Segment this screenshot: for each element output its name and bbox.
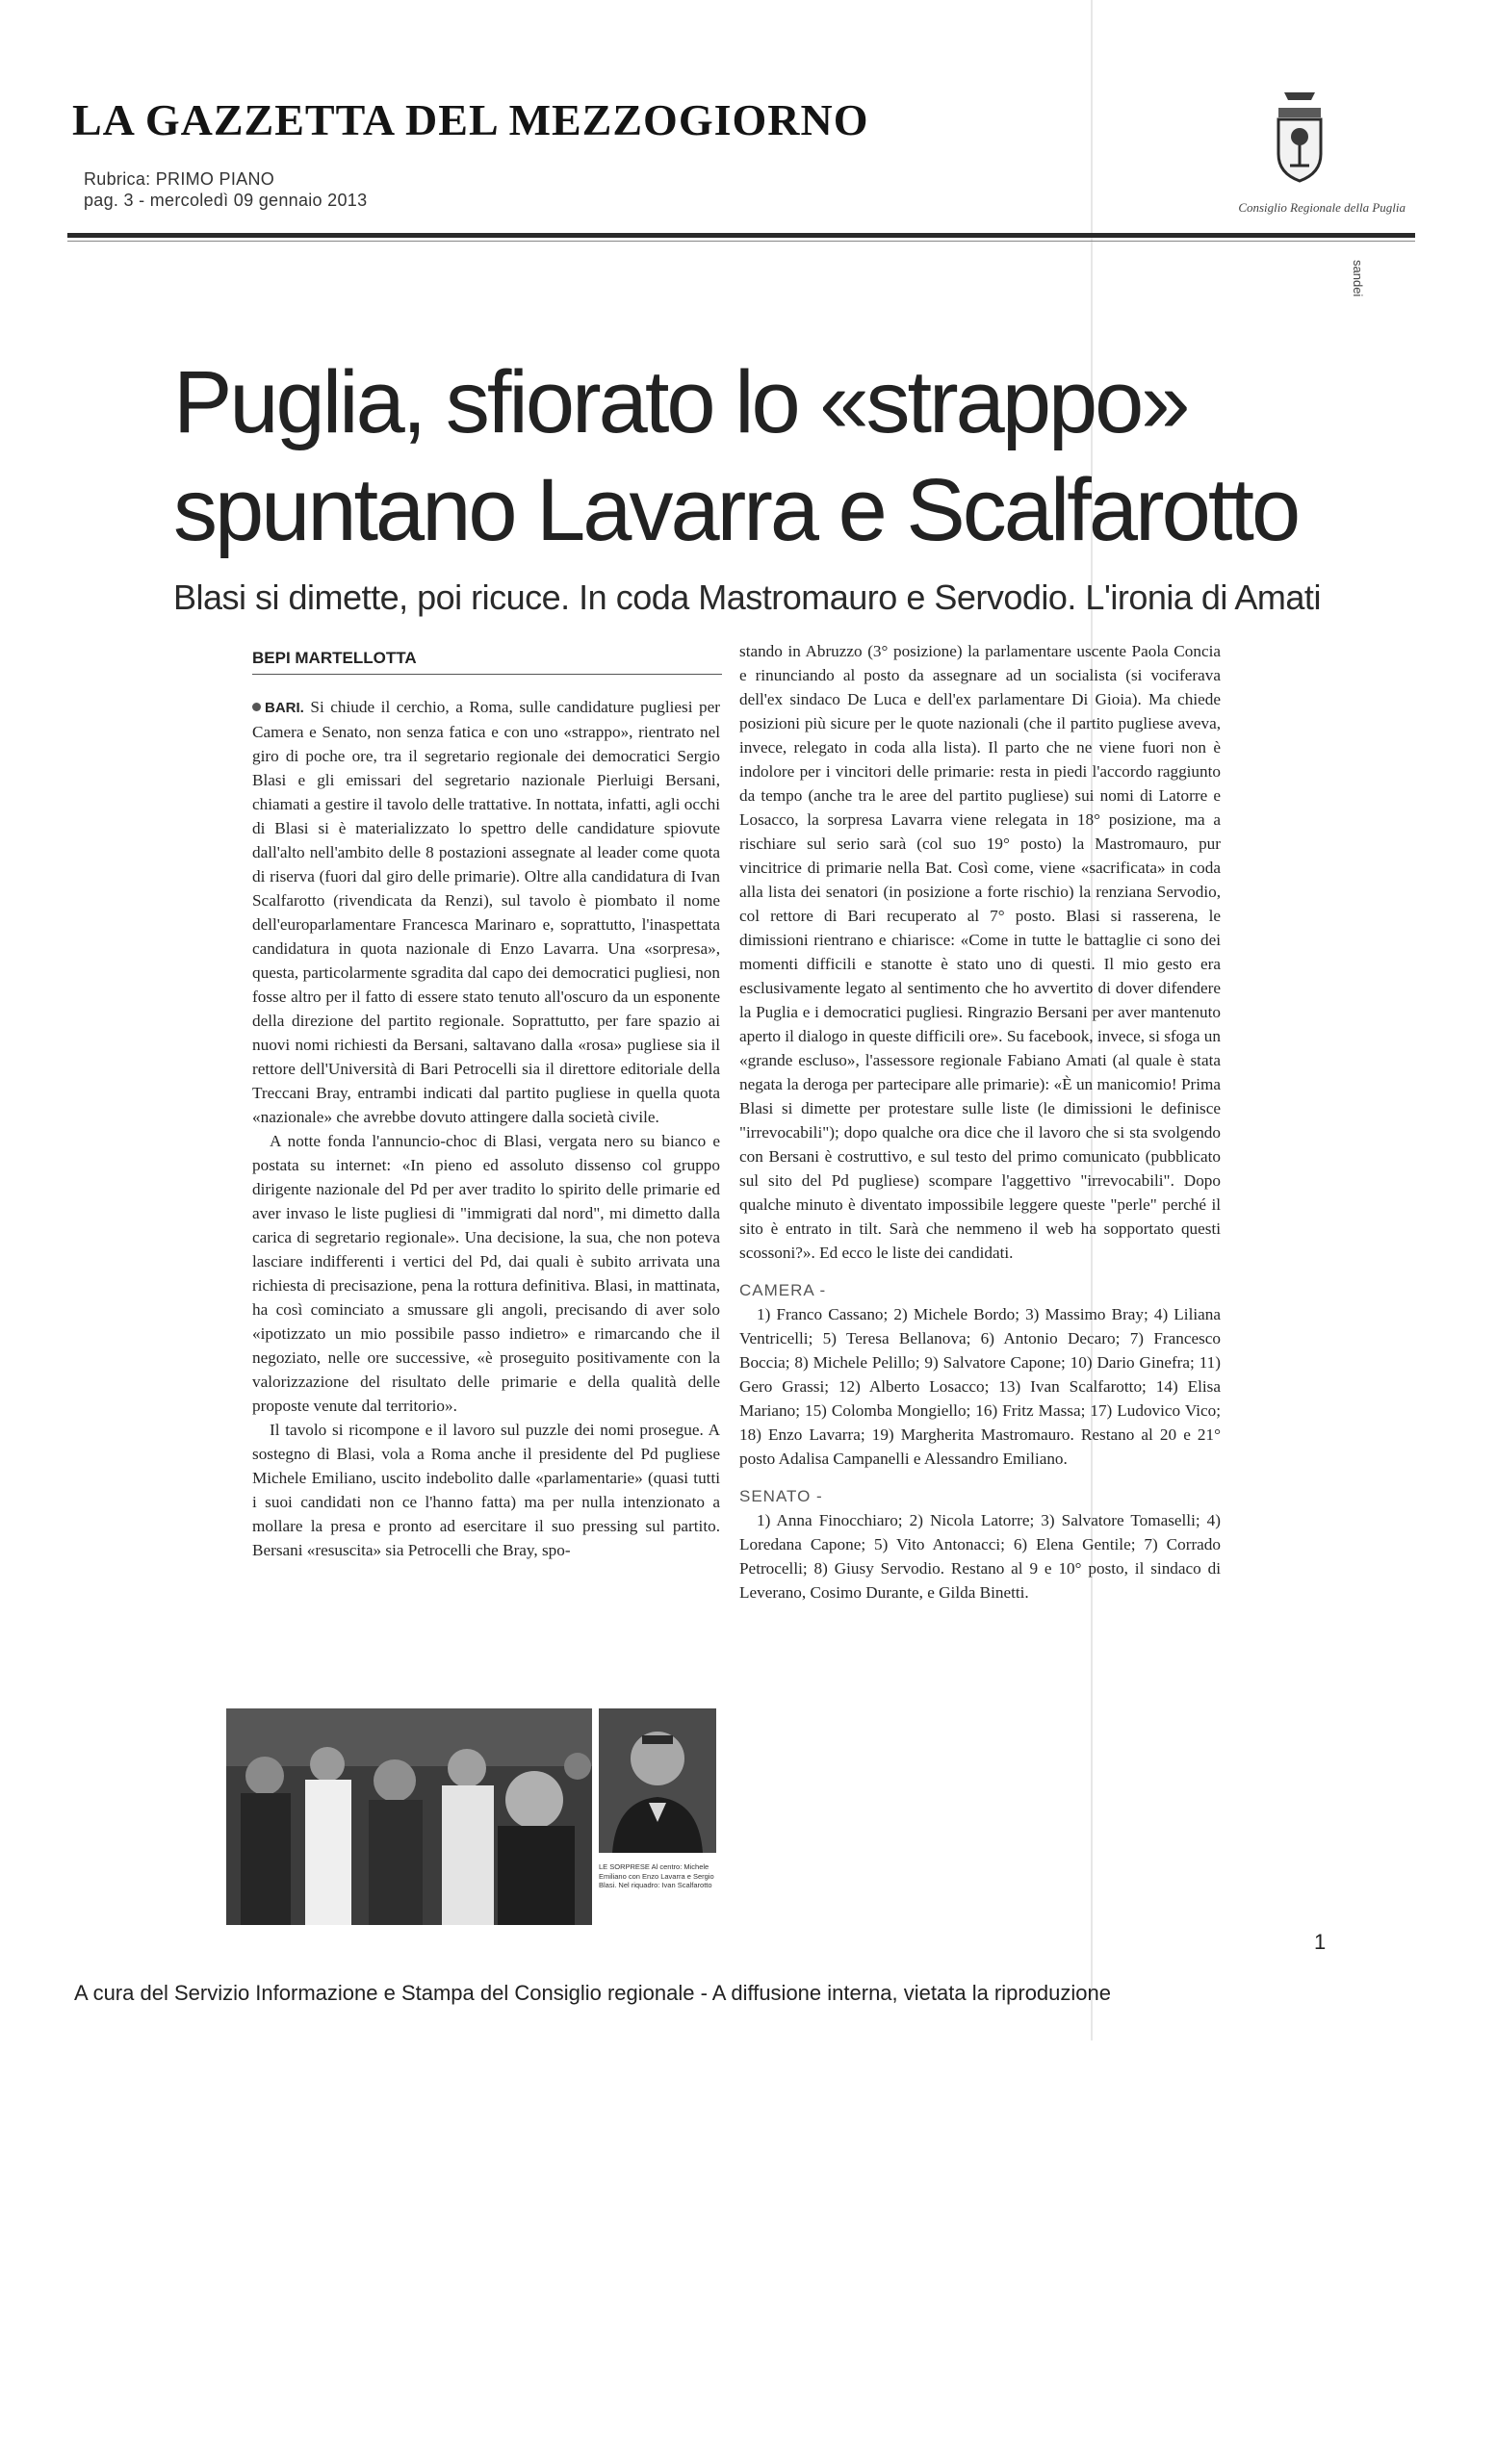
photo-crowd-image bbox=[226, 1708, 592, 1925]
footer-note: A cura del Servizio Informazione e Stampa del Consiglio regionale - A diffusione interna, vietata la riproduzione bbox=[74, 1981, 1112, 2005]
article-column-2 bbox=[739, 639, 1221, 1604]
side-tag: sandei bbox=[1351, 260, 1365, 297]
camera-section-title: CAMERA - bbox=[739, 1281, 827, 1299]
header-rule-thin bbox=[67, 241, 1415, 242]
camera-candidate-list: 1) Franco Cassano; 2) Michele Bordo; 3) Massimo Bray; 4) Liliana Ventricelli; 5) Teresa Bellanova; 6) Antonio Decaro; 7) Francesco Boccia; 8) Michele Pelillo; 9) Salvatore Capone; 10) Dario Ginefra; 11) Gero Grassi; 12) Alberto Losacco; 13) Ivan Scalfarotto; 14) Elisa Mariano; 15) Colomba Mongiello; 16) Fritz Massa; 17) Ludovico Vico; 18) Enzo Lavarra; 19) Margherita Mastromauro. Restano al 20 e 21° posto Adalisa Campanelli e Alessandro Emiliano. bbox=[739, 1305, 1221, 1468]
paragraph-text: Si chiude il cerchio, a Roma, sulle candidature pugliesi per Camera e Senato, non senza fatica e con uno «strappo», rientrato nel giro di poche ore, tra il segretario regionale dei democratici Sergio Blasi e gli emissari del segretario nazionale Pierluigi Bersani, chiamati a gestire il tavolo delle trattative. In nottata, infatti, agli occhi di Blasi si è materializzato lo spettro delle candidature spiovute dall'alto nell'ambito delle 8 postazioni assegnate al leader come quota di riserva (fuori dal giro delle primarie). Oltre alla candidatura di Ivan Scalfarotto (rivendicata da Renzi), sul tavolo è piombato il nome dell'europarlamentare Francesca Marinaro e, soprattutto, l'inaspettata candidatura in quota nazionale di Enzo Lavarra. Una «sorpresa», questa, particolarmente sgradita dal capo dei democratici pugliesi, non fosse altro per il fatto di essere stato tenuto all'oscuro da un esponente della direzione del partito regionale. Soprattutto, per fare spazio ai nuovi nomi richiesti da Bersani, saltavano dalla «rosa» pugliese sia il rettore dell'Università di Bari Petrocelli sia il direttore editoriale della Treccani Bray, entrambi indicati dal partito pugliese in quella quota «nazionale» che avrebbe dovuto attingere dalla società civile. bbox=[252, 698, 720, 1126]
article-column-1 bbox=[252, 695, 720, 1562]
senato-section-title: SENATO - bbox=[739, 1487, 823, 1505]
regional-crest-icon bbox=[1271, 85, 1328, 200]
council-signature: Consiglio Regionale della Puglia bbox=[1238, 200, 1406, 215]
byline-rule bbox=[252, 674, 722, 675]
headline-line-1: Puglia, sfiorato lo «strappo» bbox=[173, 353, 1188, 451]
headline-line-2: spuntano Lavarra e Scalfarotto bbox=[173, 461, 1299, 559]
page-number: 1 bbox=[1314, 1930, 1327, 1954]
paragraph: stando in Abruzzo (3° posizione) la parlamentare uscente Paola Concia e rinunciando al posto da assegnare ad un socialista (si vociferava dell'ex sindaco De Luca e dell'ex parlamentare Di Gioia). Ma chiede posizioni più sicure per le quote nazionali (che il partito pugliese aveva, invece, relegato in coda alla lista). Il parto che ne viene fuori non è indolore per i vincitori delle primarie: resta in piedi l'accordo raggiunto da tempo (anche tra le aree del partito pugliese) sui nomi di Latorre e Losacco, la sorpresa Lavarra viene relegata in 18° posizione, ma a rischiare sul serio sarà (col suo 19° posto) la Mastromauro, pur vincitrice di primarie nella Bat. Così come, viene «sacrificata» in coda alla lista dei senatori (in posizione a forte rischio) la renziana Servodio, col rettore di Bari recuperato al 7° posto. Blasi si rasserena, le dimissioni rientrano e chiarisce: «Come in tutte le battaglie ci sono dei momenti difficili e stanotte è stato uno di questi. Il mio gesto era esclusivamente legato al sentimento che ho avvertito di dover difendere la Puglia e i democratici pugliesi. Ringrazio Bersani per aver mantenuto aperto il dialogo in queste difficili ore». Su facebook, invece, si sfoga un «grande escluso», l'assessore regionale Fabiano Amati (al quale è stata negata la deroga per partecipare alle primarie): «È un manicomio! Prima Blasi si dimette per protestare sulle liste (le dimissioni le definisce "irrevocabili"); dopo qualche ora dice che il lavoro che si sta svolgendo con Bersani è costruttivo, e sul testo del primo comunicato (pubblicato sul sito del Pd pugliese) scompare l'aggettivo "irrevocabili". Dopo qualche minuto è diventato impossibile leggere queste "perle" perché il sito è entrato in tilt. Sarà che nemmeno il web ha sopportato questi scossoni?». Ed ecco le liste dei candidati. bbox=[739, 642, 1221, 1262]
paragraph: Il tavolo si ricompone e il lavoro sul puzzle dei nomi prosegue. A sostegno di Blasi, vola a Roma anche il presidente del Pd pugliese Michele Emiliano, uscito indebolito dalle «parlamentarie» (quasi tutti i suoi candidati non ce l'hanno fatta) ma per nulla intenzionato a mollare la presa e pronto ad esercitare il suo pressing sul partito. Bersani «resuscita» sia Petrocelli che Bray, spo- bbox=[252, 1421, 720, 1559]
senato-candidate-list: 1) Anna Finocchiaro; 2) Nicola Latorre; 3) Salvatore Tomaselli; 4) Loredana Capone; 5) Vito Antonacci; 6) Elena Gentile; 7) Corrado Petrocelli; 8) Giusy Servodio. Restano al 9 e 10° posto, il sindaco di Leverano, Cosimo Durante, e Gilda Binetti. bbox=[739, 1511, 1221, 1602]
masthead: LA GAZZETTA DEL MEZZOGIORNO bbox=[72, 95, 869, 144]
dateline: BARI. bbox=[265, 700, 304, 716]
page-date: pag. 3 - mercoledì 09 gennaio 2013 bbox=[84, 191, 368, 210]
photo-portrait-image bbox=[599, 1708, 716, 1853]
subheadline: Blasi si dimette, poi ricuce. In coda Mastromauro e Servodio. L'ironia di Amati bbox=[173, 578, 1321, 617]
bullet-icon bbox=[252, 703, 261, 711]
rubrica-label: Rubrica: PRIMO PIANO bbox=[84, 169, 275, 189]
paragraph bbox=[252, 695, 720, 1129]
author-byline: BEPI MARTELLOTTA bbox=[252, 649, 417, 667]
paragraph: A notte fonda l'annuncio-choc di Blasi, vergata nero su bianco e postata su internet: «In pieno ed assoluto dissenso col gruppo dirigente nazionale del Pd per aver tradito lo spirito delle primarie ed aver invaso le liste pugliesi di "immigrati dal nord", mi dimetto dalla carica di segretario regionale». Una decisione, la sua, che non poteva lasciare indifferenti i vertici del Pd, dai quali è subito arrivata una richiesta di precisazione, pena la rottura definitiva. Blasi, in mattinata, ha così cominciato a smussare gli angoli, precisando di aver solo «ipotizzato un mio possibile passo indietro» e rimarcando che il negoziato, nelle ore successive, «è proseguito positivamente con la valorizzazione del risultato delle primarie e della qualità delle proposte venute dal territorio». bbox=[252, 1132, 720, 1415]
photo-caption: LE SORPRESE Al centro: Michele Emiliano con Enzo Lavarra e Sergio Blasi. Nel riquadro: Ivan Scalfarotto bbox=[599, 1862, 714, 1889]
header-rule bbox=[67, 233, 1415, 238]
